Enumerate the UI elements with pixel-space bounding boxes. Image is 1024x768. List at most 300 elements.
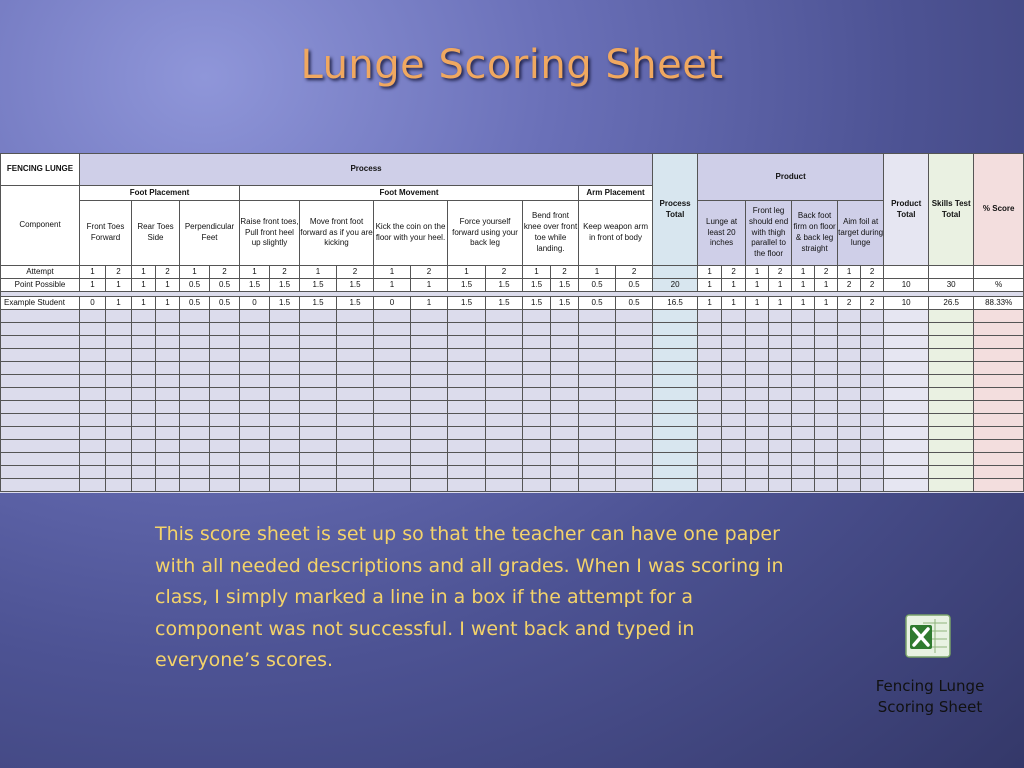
empty-cell[interactable] xyxy=(156,440,180,453)
empty-cell[interactable] xyxy=(653,414,698,427)
empty-cell[interactable] xyxy=(486,414,523,427)
empty-cell[interactable] xyxy=(210,414,240,427)
empty-cell[interactable] xyxy=(815,401,838,414)
empty-cell[interactable] xyxy=(616,401,653,414)
empty-cell[interactable] xyxy=(616,323,653,336)
empty-cell[interactable] xyxy=(838,453,861,466)
empty-cell[interactable] xyxy=(270,453,300,466)
empty-cell[interactable] xyxy=(240,401,270,414)
empty-cell[interactable] xyxy=(270,479,300,492)
empty-cell[interactable] xyxy=(551,479,579,492)
empty-cell[interactable] xyxy=(974,401,1024,414)
empty-cell[interactable] xyxy=(132,453,156,466)
empty-cell[interactable] xyxy=(769,466,792,479)
empty-cell[interactable] xyxy=(374,466,411,479)
empty-cell[interactable] xyxy=(884,336,929,349)
empty-cell[interactable] xyxy=(579,453,616,466)
empty-cell[interactable] xyxy=(838,362,861,375)
empty-cell[interactable] xyxy=(815,323,838,336)
empty-cell[interactable] xyxy=(106,401,132,414)
empty-cell[interactable] xyxy=(861,440,884,453)
empty-cell[interactable] xyxy=(616,375,653,388)
empty-cell[interactable] xyxy=(746,440,769,453)
empty-cell[interactable] xyxy=(929,323,974,336)
empty-cell[interactable] xyxy=(374,310,411,323)
empty-cell[interactable] xyxy=(861,375,884,388)
empty-cell[interactable] xyxy=(792,336,815,349)
empty-cell[interactable] xyxy=(579,479,616,492)
empty-cell[interactable] xyxy=(616,310,653,323)
empty-cell[interactable] xyxy=(815,336,838,349)
empty-cell[interactable] xyxy=(1,414,80,427)
empty-cell[interactable] xyxy=(861,414,884,427)
empty-cell[interactable] xyxy=(270,401,300,414)
empty-cell[interactable] xyxy=(486,453,523,466)
empty-cell[interactable] xyxy=(523,362,551,375)
empty-cell[interactable] xyxy=(653,453,698,466)
empty-cell[interactable] xyxy=(374,453,411,466)
empty-cell[interactable] xyxy=(210,401,240,414)
empty-cell[interactable] xyxy=(861,336,884,349)
empty-cell[interactable] xyxy=(861,401,884,414)
empty-cell[interactable] xyxy=(746,310,769,323)
empty-cell[interactable] xyxy=(551,323,579,336)
empty-cell[interactable] xyxy=(270,336,300,349)
empty-cell[interactable] xyxy=(746,323,769,336)
empty-cell[interactable] xyxy=(156,336,180,349)
empty-cell[interactable] xyxy=(132,310,156,323)
empty-cell[interactable] xyxy=(551,362,579,375)
empty-cell[interactable] xyxy=(180,440,210,453)
empty-cell[interactable] xyxy=(884,375,929,388)
empty-cell[interactable] xyxy=(210,427,240,440)
empty-cell[interactable] xyxy=(746,466,769,479)
empty-cell[interactable] xyxy=(486,349,523,362)
empty-cell[interactable] xyxy=(180,427,210,440)
empty-cell[interactable] xyxy=(551,453,579,466)
empty-cell[interactable] xyxy=(106,414,132,427)
empty-cell[interactable] xyxy=(974,349,1024,362)
empty-cell[interactable] xyxy=(929,336,974,349)
empty-cell[interactable] xyxy=(792,414,815,427)
empty-cell[interactable] xyxy=(486,310,523,323)
empty-cell[interactable] xyxy=(769,401,792,414)
empty-cell[interactable] xyxy=(374,427,411,440)
empty-cell[interactable] xyxy=(300,466,337,479)
empty-cell[interactable] xyxy=(974,414,1024,427)
empty-cell[interactable] xyxy=(106,310,132,323)
empty-cell[interactable] xyxy=(792,466,815,479)
empty-cell[interactable] xyxy=(337,427,374,440)
empty-cell[interactable] xyxy=(411,388,448,401)
empty-cell[interactable] xyxy=(815,466,838,479)
empty-cell[interactable] xyxy=(815,388,838,401)
empty-cell[interactable] xyxy=(653,375,698,388)
empty-cell[interactable] xyxy=(240,388,270,401)
empty-cell[interactable] xyxy=(411,336,448,349)
empty-cell[interactable] xyxy=(337,336,374,349)
empty-cell[interactable] xyxy=(80,388,106,401)
empty-cell[interactable] xyxy=(337,310,374,323)
empty-cell[interactable] xyxy=(523,310,551,323)
empty-cell[interactable] xyxy=(1,310,80,323)
empty-cell[interactable] xyxy=(769,375,792,388)
empty-cell[interactable] xyxy=(132,479,156,492)
empty-cell[interactable] xyxy=(156,401,180,414)
empty-cell[interactable] xyxy=(616,479,653,492)
empty-cell[interactable] xyxy=(337,414,374,427)
empty-cell[interactable] xyxy=(374,362,411,375)
empty-cell[interactable] xyxy=(448,466,486,479)
empty-cell[interactable] xyxy=(653,323,698,336)
empty-cell[interactable] xyxy=(180,310,210,323)
excel-file-label[interactable] xyxy=(850,676,1010,718)
empty-cell[interactable] xyxy=(792,349,815,362)
empty-cell[interactable] xyxy=(1,453,80,466)
empty-cell[interactable] xyxy=(653,479,698,492)
empty-cell[interactable] xyxy=(929,466,974,479)
empty-cell[interactable] xyxy=(861,310,884,323)
empty-cell[interactable] xyxy=(411,466,448,479)
empty-cell[interactable] xyxy=(974,323,1024,336)
empty-cell[interactable] xyxy=(448,323,486,336)
empty-cell[interactable] xyxy=(106,453,132,466)
empty-cell[interactable] xyxy=(80,453,106,466)
empty-cell[interactable] xyxy=(551,375,579,388)
empty-cell[interactable] xyxy=(838,466,861,479)
empty-cell[interactable] xyxy=(180,466,210,479)
empty-cell[interactable] xyxy=(180,362,210,375)
empty-cell[interactable] xyxy=(156,310,180,323)
empty-cell[interactable] xyxy=(815,362,838,375)
empty-cell[interactable] xyxy=(929,440,974,453)
excel-file-icon[interactable] xyxy=(903,613,955,661)
empty-cell[interactable] xyxy=(929,479,974,492)
empty-cell[interactable] xyxy=(698,362,722,375)
empty-cell[interactable] xyxy=(337,453,374,466)
empty-cell[interactable] xyxy=(1,427,80,440)
empty-cell[interactable] xyxy=(746,427,769,440)
empty-cell[interactable] xyxy=(861,453,884,466)
empty-cell[interactable] xyxy=(698,466,722,479)
empty-cell[interactable] xyxy=(80,336,106,349)
empty-cell[interactable] xyxy=(792,362,815,375)
empty-cell[interactable] xyxy=(815,375,838,388)
empty-cell[interactable] xyxy=(551,427,579,440)
empty-cell[interactable] xyxy=(448,375,486,388)
empty-cell[interactable] xyxy=(106,375,132,388)
empty-cell[interactable] xyxy=(769,479,792,492)
empty-cell[interactable] xyxy=(792,401,815,414)
empty-cell[interactable] xyxy=(722,479,746,492)
empty-cell[interactable] xyxy=(523,323,551,336)
empty-cell[interactable] xyxy=(698,401,722,414)
empty-cell[interactable] xyxy=(653,336,698,349)
empty-cell[interactable] xyxy=(579,375,616,388)
empty-cell[interactable] xyxy=(486,388,523,401)
empty-cell[interactable] xyxy=(653,310,698,323)
empty-cell[interactable] xyxy=(838,310,861,323)
empty-cell[interactable] xyxy=(698,375,722,388)
empty-cell[interactable] xyxy=(411,401,448,414)
empty-cell[interactable] xyxy=(240,427,270,440)
empty-cell[interactable] xyxy=(270,388,300,401)
empty-cell[interactable] xyxy=(838,427,861,440)
empty-cell[interactable] xyxy=(792,453,815,466)
empty-cell[interactable] xyxy=(523,427,551,440)
empty-cell[interactable] xyxy=(132,349,156,362)
empty-cell[interactable] xyxy=(80,375,106,388)
empty-cell[interactable] xyxy=(551,388,579,401)
empty-cell[interactable] xyxy=(486,375,523,388)
empty-cell[interactable] xyxy=(486,323,523,336)
empty-cell[interactable] xyxy=(80,323,106,336)
empty-cell[interactable] xyxy=(448,440,486,453)
empty-cell[interactable] xyxy=(240,336,270,349)
empty-cell[interactable] xyxy=(270,440,300,453)
empty-cell[interactable] xyxy=(132,440,156,453)
empty-cell[interactable] xyxy=(929,388,974,401)
empty-cell[interactable] xyxy=(132,375,156,388)
empty-cell[interactable] xyxy=(1,401,80,414)
empty-cell[interactable] xyxy=(579,401,616,414)
empty-cell[interactable] xyxy=(240,362,270,375)
empty-cell[interactable] xyxy=(80,479,106,492)
empty-cell[interactable] xyxy=(815,427,838,440)
empty-cell[interactable] xyxy=(616,414,653,427)
empty-cell[interactable] xyxy=(132,466,156,479)
empty-cell[interactable] xyxy=(210,323,240,336)
empty-cell[interactable] xyxy=(929,362,974,375)
empty-cell[interactable] xyxy=(838,401,861,414)
empty-cell[interactable] xyxy=(1,323,80,336)
empty-cell[interactable] xyxy=(156,388,180,401)
empty-cell[interactable] xyxy=(746,414,769,427)
empty-cell[interactable] xyxy=(486,427,523,440)
empty-cell[interactable] xyxy=(210,336,240,349)
empty-cell[interactable] xyxy=(722,362,746,375)
empty-cell[interactable] xyxy=(722,323,746,336)
empty-cell[interactable] xyxy=(156,362,180,375)
empty-cell[interactable] xyxy=(486,401,523,414)
empty-cell[interactable] xyxy=(448,414,486,427)
empty-cell[interactable] xyxy=(861,388,884,401)
empty-cell[interactable] xyxy=(861,349,884,362)
empty-cell[interactable] xyxy=(746,401,769,414)
empty-cell[interactable] xyxy=(300,414,337,427)
empty-cell[interactable] xyxy=(653,466,698,479)
empty-cell[interactable] xyxy=(80,414,106,427)
empty-cell[interactable] xyxy=(411,375,448,388)
empty-cell[interactable] xyxy=(769,453,792,466)
empty-cell[interactable] xyxy=(411,427,448,440)
empty-cell[interactable] xyxy=(180,349,210,362)
empty-cell[interactable] xyxy=(486,336,523,349)
empty-cell[interactable] xyxy=(579,466,616,479)
empty-cell[interactable] xyxy=(337,388,374,401)
empty-cell[interactable] xyxy=(337,440,374,453)
empty-cell[interactable] xyxy=(974,362,1024,375)
empty-cell[interactable] xyxy=(300,362,337,375)
empty-cell[interactable] xyxy=(551,466,579,479)
empty-cell[interactable] xyxy=(132,414,156,427)
empty-cell[interactable] xyxy=(722,310,746,323)
empty-cell[interactable] xyxy=(523,440,551,453)
empty-cell[interactable] xyxy=(180,414,210,427)
empty-cell[interactable] xyxy=(551,414,579,427)
empty-cell[interactable] xyxy=(210,349,240,362)
empty-cell[interactable] xyxy=(240,453,270,466)
empty-cell[interactable] xyxy=(616,349,653,362)
empty-cell[interactable] xyxy=(523,479,551,492)
empty-cell[interactable] xyxy=(132,388,156,401)
empty-cell[interactable] xyxy=(861,479,884,492)
empty-cell[interactable] xyxy=(616,466,653,479)
empty-cell[interactable] xyxy=(132,401,156,414)
empty-cell[interactable] xyxy=(698,453,722,466)
empty-cell[interactable] xyxy=(180,401,210,414)
empty-cell[interactable] xyxy=(411,349,448,362)
empty-cell[interactable] xyxy=(653,362,698,375)
empty-cell[interactable] xyxy=(884,323,929,336)
empty-cell[interactable] xyxy=(106,466,132,479)
empty-cell[interactable] xyxy=(411,362,448,375)
empty-cell[interactable] xyxy=(374,479,411,492)
empty-cell[interactable] xyxy=(132,336,156,349)
empty-cell[interactable] xyxy=(884,310,929,323)
empty-cell[interactable] xyxy=(698,310,722,323)
empty-cell[interactable] xyxy=(448,336,486,349)
empty-cell[interactable] xyxy=(156,453,180,466)
empty-cell[interactable] xyxy=(815,310,838,323)
empty-cell[interactable] xyxy=(1,362,80,375)
empty-cell[interactable] xyxy=(448,401,486,414)
empty-cell[interactable] xyxy=(974,427,1024,440)
empty-cell[interactable] xyxy=(698,349,722,362)
empty-cell[interactable] xyxy=(974,453,1024,466)
empty-cell[interactable] xyxy=(616,453,653,466)
empty-cell[interactable] xyxy=(132,323,156,336)
empty-cell[interactable] xyxy=(270,349,300,362)
empty-cell[interactable] xyxy=(337,375,374,388)
empty-cell[interactable] xyxy=(838,336,861,349)
empty-cell[interactable] xyxy=(838,349,861,362)
empty-cell[interactable] xyxy=(80,427,106,440)
empty-cell[interactable] xyxy=(80,440,106,453)
empty-cell[interactable] xyxy=(974,466,1024,479)
empty-cell[interactable] xyxy=(815,414,838,427)
empty-cell[interactable] xyxy=(722,375,746,388)
empty-cell[interactable] xyxy=(270,466,300,479)
empty-cell[interactable] xyxy=(698,323,722,336)
empty-cell[interactable] xyxy=(746,349,769,362)
empty-cell[interactable] xyxy=(240,375,270,388)
empty-cell[interactable] xyxy=(411,479,448,492)
empty-cell[interactable] xyxy=(486,479,523,492)
empty-cell[interactable] xyxy=(210,479,240,492)
empty-cell[interactable] xyxy=(448,388,486,401)
empty-cell[interactable] xyxy=(551,401,579,414)
empty-cell[interactable] xyxy=(270,310,300,323)
empty-cell[interactable] xyxy=(884,401,929,414)
empty-cell[interactable] xyxy=(884,479,929,492)
empty-cell[interactable] xyxy=(769,414,792,427)
empty-cell[interactable] xyxy=(974,479,1024,492)
empty-cell[interactable] xyxy=(374,440,411,453)
empty-cell[interactable] xyxy=(156,479,180,492)
empty-cell[interactable] xyxy=(106,336,132,349)
empty-cell[interactable] xyxy=(210,375,240,388)
empty-cell[interactable] xyxy=(523,336,551,349)
empty-cell[interactable] xyxy=(374,375,411,388)
empty-cell[interactable] xyxy=(838,375,861,388)
empty-cell[interactable] xyxy=(1,479,80,492)
empty-cell[interactable] xyxy=(551,310,579,323)
empty-cell[interactable] xyxy=(156,414,180,427)
empty-cell[interactable] xyxy=(411,440,448,453)
empty-cell[interactable] xyxy=(80,466,106,479)
empty-cell[interactable] xyxy=(861,362,884,375)
empty-cell[interactable] xyxy=(861,323,884,336)
empty-cell[interactable] xyxy=(815,349,838,362)
empty-cell[interactable] xyxy=(374,388,411,401)
empty-cell[interactable] xyxy=(270,375,300,388)
empty-cell[interactable] xyxy=(722,336,746,349)
empty-cell[interactable] xyxy=(815,440,838,453)
empty-cell[interactable] xyxy=(337,401,374,414)
empty-cell[interactable] xyxy=(1,375,80,388)
empty-cell[interactable] xyxy=(523,388,551,401)
empty-cell[interactable] xyxy=(80,401,106,414)
empty-cell[interactable] xyxy=(80,362,106,375)
empty-cell[interactable] xyxy=(838,414,861,427)
empty-cell[interactable] xyxy=(411,310,448,323)
empty-cell[interactable] xyxy=(792,427,815,440)
empty-cell[interactable] xyxy=(746,388,769,401)
empty-cell[interactable] xyxy=(448,479,486,492)
empty-cell[interactable] xyxy=(156,375,180,388)
empty-cell[interactable] xyxy=(448,310,486,323)
empty-cell[interactable] xyxy=(698,427,722,440)
empty-cell[interactable] xyxy=(240,414,270,427)
empty-cell[interactable] xyxy=(106,362,132,375)
empty-cell[interactable] xyxy=(300,427,337,440)
empty-cell[interactable] xyxy=(374,323,411,336)
empty-cell[interactable] xyxy=(106,479,132,492)
empty-cell[interactable] xyxy=(180,479,210,492)
empty-cell[interactable] xyxy=(769,310,792,323)
empty-cell[interactable] xyxy=(374,401,411,414)
empty-cell[interactable] xyxy=(240,466,270,479)
empty-cell[interactable] xyxy=(769,427,792,440)
empty-cell[interactable] xyxy=(974,375,1024,388)
empty-cell[interactable] xyxy=(523,375,551,388)
empty-cell[interactable] xyxy=(722,427,746,440)
empty-cell[interactable] xyxy=(653,440,698,453)
empty-cell[interactable] xyxy=(974,440,1024,453)
empty-cell[interactable] xyxy=(210,310,240,323)
empty-cell[interactable] xyxy=(210,362,240,375)
empty-cell[interactable] xyxy=(769,323,792,336)
empty-cell[interactable] xyxy=(210,466,240,479)
empty-cell[interactable] xyxy=(210,440,240,453)
empty-cell[interactable] xyxy=(884,388,929,401)
empty-cell[interactable] xyxy=(722,414,746,427)
empty-cell[interactable] xyxy=(210,388,240,401)
empty-cell[interactable] xyxy=(1,388,80,401)
empty-cell[interactable] xyxy=(180,336,210,349)
empty-cell[interactable] xyxy=(374,349,411,362)
